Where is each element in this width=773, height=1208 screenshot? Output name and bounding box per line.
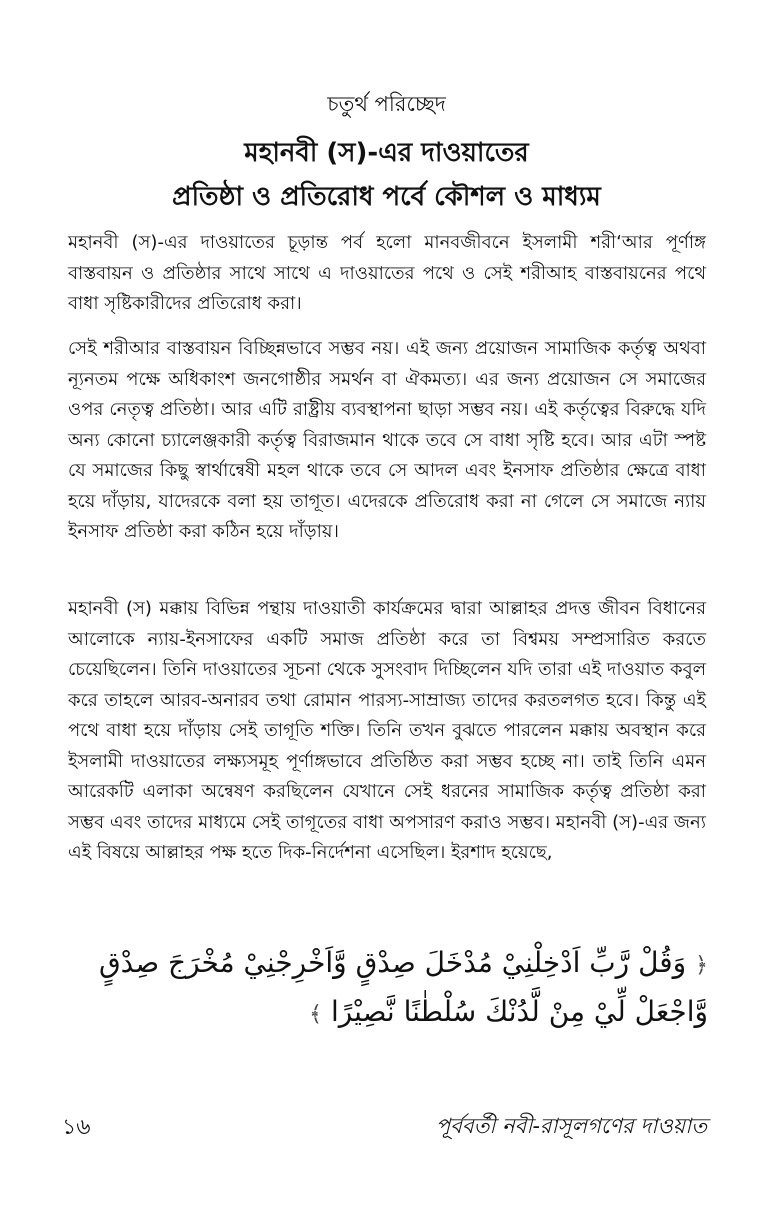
arabic-verse-text: وَقُلْ رَّبِّ اَدْخِلْنِيْ مُدْخَلَ صِدْقٍ وَّاَخْرِجْنِيْ مُخْرَجَ صِدْقٍ وَّاجْعَلْ لِّيْ مِنْ لَّدُنْكَ سُلْطٰنًا نَّصِيْرًا bbox=[98, 946, 708, 1028]
arabic-quran-quote bbox=[60, 940, 708, 1038]
quote-open-ornament: ﴿ bbox=[695, 953, 708, 978]
quote-close-ornament: ﴾ bbox=[309, 1002, 323, 1027]
chapter-title-line-2: প্রতিষ্ঠা ও প্রতিরোধ পর্বে কৌশল ও মাধ্যম bbox=[172, 182, 601, 212]
paragraph-3: মহানবী (স) মক্কায় বিভিন্ন পন্থায় দাওয়াতী কার্যক্রমের দ্বারা আল্লাহর প্রদত্ত জীবন বিধানের আলোকে ন্যায়-ইনসাফের একটি সমাজ প্রতিষ্ঠা করে তা বিশ্বময় সম্প্রসারিত করতে চেয়েছিলেন। তিনি দাওয়াতের সূচনা থেকে সুসংবাদ দিচ্ছিলেন যদি তারা এই দাওয়াত কবুল করে তাহলে আরব-অনারব তথা রোমান পারস্য-সাম্রাজ্য তাদের করতলগত হবে। কিন্তু এই পথে বাধা হয়ে দাঁড়ায় সেই তাগূতি শক্তি। তিনি তখন বুঝতে পারলেন মক্কায় অবস্থান করে ইসলামী দাওয়াতের লক্ষ্যসমূহ পূর্ণাঙ্গভাবে প্রতিষ্ঠিত করা সম্ভব হচ্ছে না। তাই তিনি এমন আরেকটি এলাকা অন্বেষণ করছিলেন যেখানে সেই ধরনের সামাজিক কর্তৃত্ব প্রতিষ্ঠা করা সম্ভব এবং তাদের মাধ্যমে সেই তাগূতের বাধা অপসারণ করাও সম্ভব। মহানবী (স)-এর জন্য এই বিষয়ে আল্লাহর পক্ষ হতে দিক-নির্দেশনা এসেছিল। ইরশাদ হয়েছে, bbox=[68, 598, 706, 863]
chapter-label: চতুর্থ পরিচ্ছেদ bbox=[327, 92, 446, 116]
running-footer-book-title: পূর্ববর্তী নবী-রাসূলগণের দাওয়াত bbox=[436, 1114, 707, 1138]
chapter-title-line-1: মহানবী (স)-এর দাওয়াতের bbox=[244, 138, 529, 168]
page-number: ১৬ bbox=[62, 1115, 91, 1140]
paragraph-2: সেই শরীআর বাস্তবায়ন বিচ্ছিন্নভাবে সম্ভব নয়। এই জন্য প্রয়োজন সামাজিক কর্তৃত্ব অথবা ন্যূনতম পক্ষে অধিকাংশ জনগোষ্ঠীর সমর্থন বা ঐকমত্য। এর জন্য প্রয়োজন সে সমাজের ওপর নেতৃত্ব প্রতিষ্ঠা। আর এটি রাষ্ট্রীয় ব্যবস্থাপনা ছাড়া সম্ভব নয়। এই কর্তৃত্বের বিরুদ্ধে যদি অন্য কোনো চ্যালেঞ্জকারী কর্তৃত্ব বিরাজমান থাকে তবে সে বাধা সৃষ্টি হবে। আর এটা স্পষ্ট যে সমাজের কিছু স্বার্থান্বেষী মহল থাকে তবে সে আদল এবং ইনসাফ প্রতিষ্ঠার ক্ষেত্রে বাধা হয়ে দাঁড়ায়, যাদেরকে বলা হয় তাগূত। এদেরকে প্রতিরোধ করা না গেলে সে সমাজে ন্যায় ইনসাফ প্রতিষ্ঠা করা কঠিন হয়ে দাঁড়ায়। bbox=[68, 338, 706, 542]
paragraph-1: মহানবী (স)-এর দাওয়াতের চূড়ান্ত পর্ব হলো মানবজীবনে ইসলামী শরী‘আর পূর্ণাঙ্গ বাস্তবায়ন ও প্রতিষ্ঠার সাথে সাথে এ দাওয়াতের পথে ও সেই শরীআহ বাস্তবায়নের পথে বাধা সৃষ্টিকারীদের প্রতিরোধ করা। bbox=[68, 232, 706, 314]
